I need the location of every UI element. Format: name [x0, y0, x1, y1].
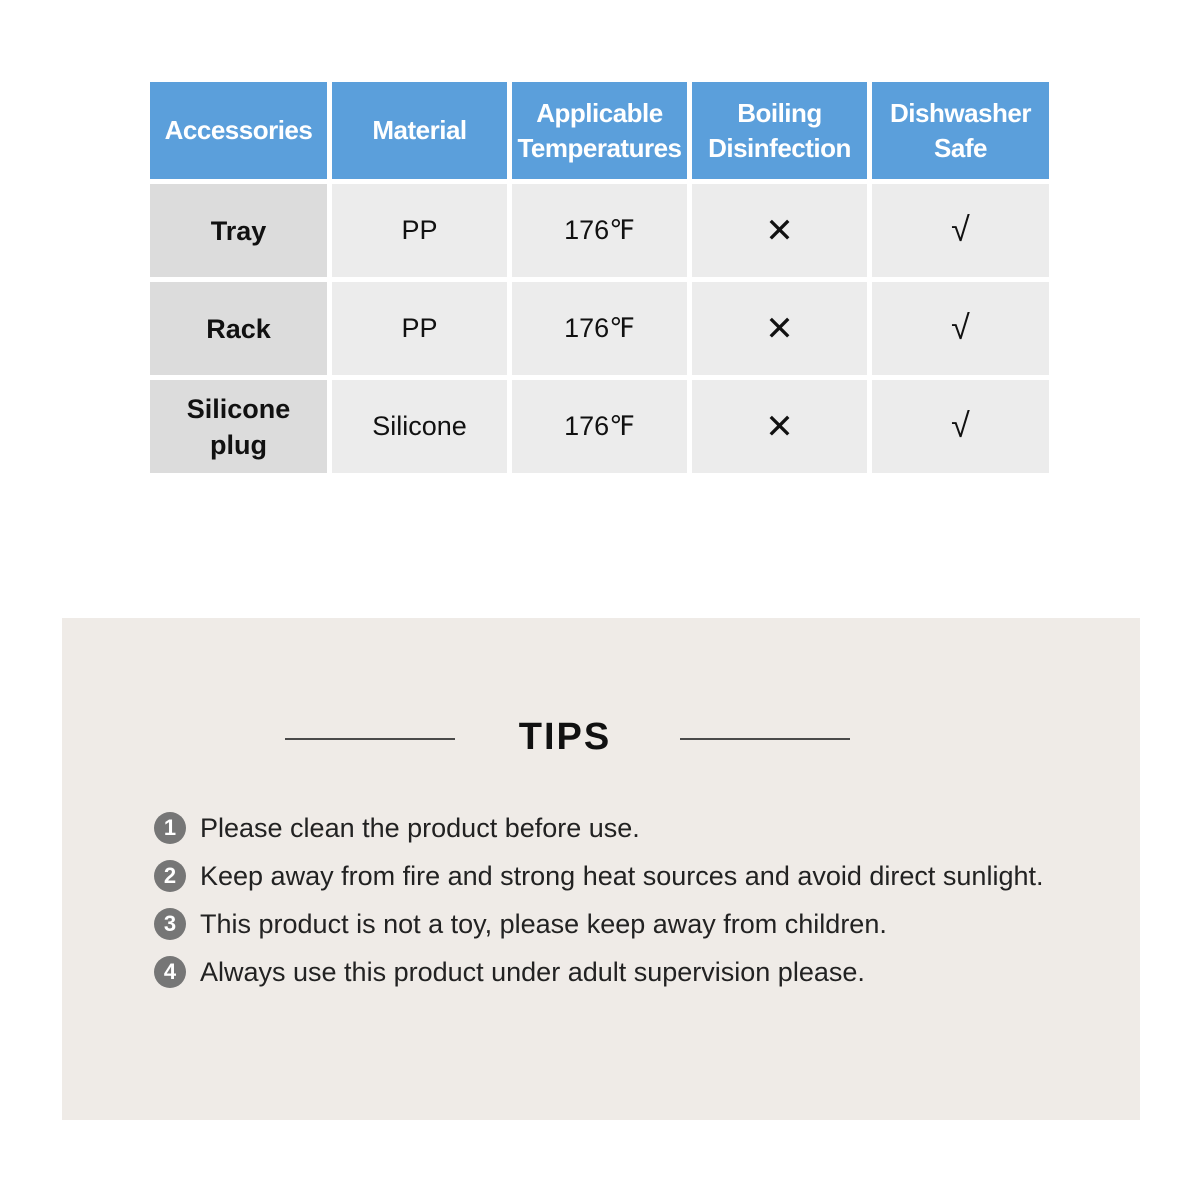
row-tray-temperature: 176℉ — [512, 184, 687, 277]
divider-right — [680, 738, 850, 740]
tip-item — [154, 904, 887, 944]
check-icon: √ — [872, 184, 1049, 277]
row-tray-accessory — [150, 184, 327, 277]
check-icon: √ — [872, 380, 1049, 473]
row-silicone-plug-accessory — [150, 380, 327, 473]
header-boiling-disinfection — [692, 82, 867, 179]
header-line: Material — [372, 115, 467, 145]
check-icon: √ — [872, 282, 1049, 375]
header-line: Temperatures — [517, 132, 682, 163]
tip-text: Keep away from fire and strong heat sources and avoid direct sunlight. — [200, 860, 1044, 891]
header-line: Safe — [934, 132, 987, 163]
cross-icon: ✕ — [692, 380, 867, 473]
row-tray-material: PP — [332, 184, 507, 277]
header-applicable-temperatures — [512, 82, 687, 179]
accessory-name: Tray — [210, 215, 267, 246]
tip-text: Always use this product under adult supervision please. — [200, 956, 865, 987]
number-1-icon: 1 — [154, 812, 186, 844]
header-dishwasher-safe — [872, 82, 1049, 179]
cross-icon: ✕ — [692, 282, 867, 375]
row-silicone-plug-temperature: 176℉ — [512, 380, 687, 473]
accessory-name: Silicone — [186, 393, 291, 424]
cross-icon: ✕ — [692, 184, 867, 277]
tip-item — [154, 952, 865, 992]
header-material — [332, 82, 507, 179]
tip-item — [154, 856, 1043, 896]
row-silicone-plug-material: Silicone — [332, 380, 507, 473]
number-2-icon: 2 — [154, 860, 186, 892]
header-line: Applicable — [536, 97, 663, 128]
tip-text: This product is not a toy, please keep away from children. — [200, 908, 887, 939]
tips-title: TIPS — [518, 716, 612, 758]
header-line: Dishwasher — [890, 97, 1031, 128]
tips-panel — [62, 618, 1140, 1120]
tip-text: Please clean the product before use. — [200, 812, 640, 843]
header-line: Accessories — [164, 115, 313, 145]
tip-item — [154, 808, 640, 848]
header-accessories — [150, 82, 327, 179]
header-line: Boiling — [737, 97, 822, 128]
row-rack-accessory — [150, 282, 327, 375]
accessory-name: Rack — [206, 313, 271, 344]
accessories-table — [150, 82, 1049, 473]
header-line: Disinfection — [708, 132, 851, 163]
accessory-name: plug — [210, 429, 267, 460]
row-rack-material: PP — [332, 282, 507, 375]
row-rack-temperature: 176℉ — [512, 282, 687, 375]
number-4-icon: 4 — [154, 956, 186, 988]
number-3-icon: 3 — [154, 908, 186, 940]
